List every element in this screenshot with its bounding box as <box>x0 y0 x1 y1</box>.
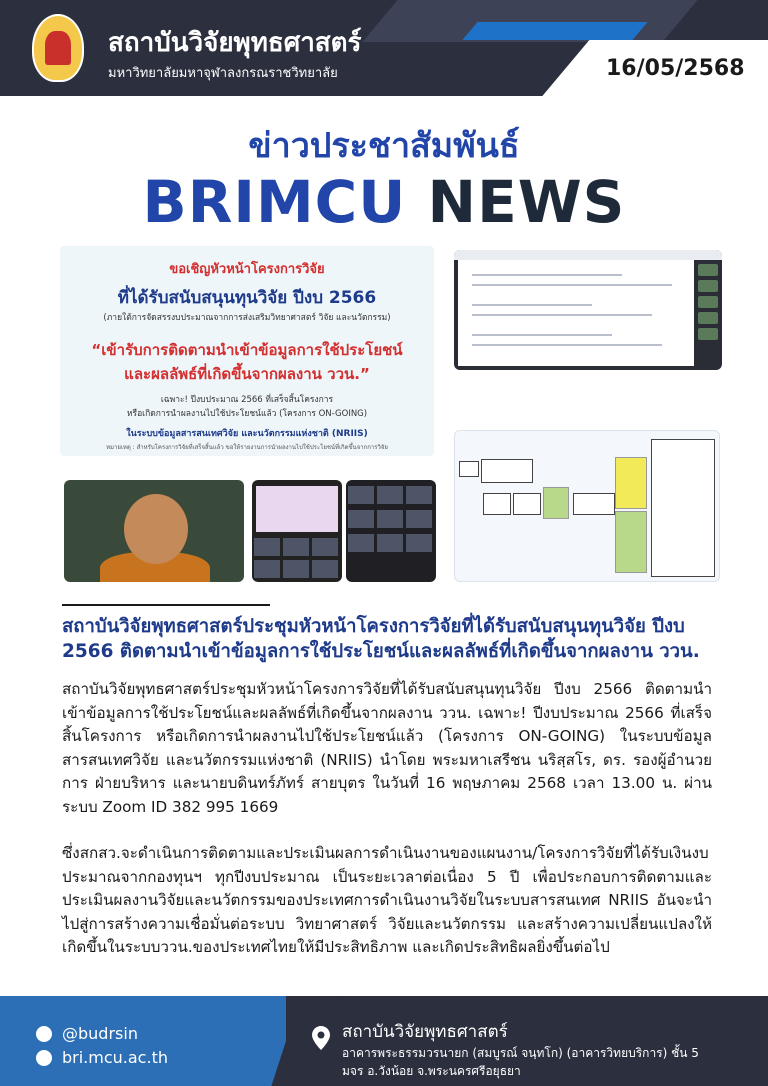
article-paragraph-2: ซึ่งสกสว.จะดำเนินการติดตามและประเมินผลการดำเนินงานของแผนงาน/โครงการวิจัยที่ได้รับเงินงบประมาณจากกองทุนฯ ทุกปีงบประมาณ เป็นระยะเวลาต่อเนื่อง 5 ปี เพื่อประกอบการติดตามและประเมินผลงานวิจัยและนวัตกรรมของประเทศการดำเนินงานวิจัยในระบบสารสนเทศ NRIIS อันจะนำไปสู่การสร้างความเชื่อมั่นต่อระบบ วิทยาศาสตร์ วิจัยและนวัตกรรม และสร้างความเปลี่ยนแปลงให้เกิดขึ้นในระบบววน.ของประเทศไทยให้มีประสิทธิภาพ และเกิดประสิทธิผลยิ่งขึ้นต่อไป <box>62 844 712 957</box>
flow-green-box <box>543 487 569 519</box>
flow-box <box>573 493 615 515</box>
zoom-tile <box>254 560 280 578</box>
invite-line-8: ในระบบข้อมูลสารสนเทศวิจัย และนวัตกรรมแห่งชาติ (NRIIS) <box>126 429 368 439</box>
speaker-face <box>124 494 188 564</box>
zoom-shared-slide <box>256 486 338 532</box>
zoom-tile <box>348 510 374 528</box>
header-accent-stripe <box>462 22 647 40</box>
page-line <box>472 304 592 306</box>
zoom-gallery-screenshot <box>252 480 342 582</box>
zoom-tile <box>254 538 280 556</box>
zoom-tile <box>377 510 403 528</box>
university-seal-icon <box>32 14 84 82</box>
browser-page <box>458 260 694 366</box>
flow-yellow-box <box>615 457 647 509</box>
page-line <box>472 274 622 276</box>
participant-thumb <box>698 328 718 340</box>
headline-divider <box>62 604 270 606</box>
page-line <box>472 344 662 346</box>
news-title-brimcu: BRIMCU <box>142 168 407 236</box>
invite-line-1: ขอเชิญหัวหน้าโครงการวิจัย <box>169 262 325 277</box>
zoom-tile <box>283 538 309 556</box>
zoom-tile <box>348 534 374 552</box>
invite-line-3: (ภายใต้การจัดสรรงบประมาณจากการส่งเสริมวิทยาศาสตร์ วิจัย และนวัตกรรม) <box>103 313 391 323</box>
facebook-link[interactable] <box>36 1024 138 1043</box>
publish-date: 16/05/2568 <box>606 56 745 81</box>
globe-icon <box>36 1050 52 1066</box>
zoom-tile <box>283 560 309 578</box>
flowchart-screenshot <box>454 430 720 582</box>
article-paragraph-1: สถาบันวิจัยพุทธศาสตร์ประชุมหัวหน้าโครงการวิจัยที่ได้รับสนับสนุนทุนวิจัย ปีงบ 2566 ติดตามนำเข้าข้อมูลการใช้ประโยชน์และผลลัพธ์ที่เกิดขึ้นจากผลงาน ววน. เฉพาะ! ปีงบประมาณ 2566 ที่เสร็จสิ้นโครงการ หรือเกิดการนำผลงานไปใช้ประโยชน์แล้ว (โครงการ ON-GOING) ในระบบข้อมูลสารสนเทศวิจัย และนวัตกรรมแห่งชาติ (NRIIS) นำโดย พระมหาเสรีชน นริสฺสโร, ดร. รองผู้อำนวยการ ฝ่ายบริหาร และนายบดินทร์ภัทร์ สายบุตร ในวันที่ 16 พฤษภาคม 2568 เวลา 13.00 น. ผ่านระบบ Zoom ID 382 995 1669 <box>62 680 712 816</box>
footer-address-line-1: อาคารพระธรรมวรนายก (สมบูรณ์ จนฺทโก) (อาคารวิทยบริการ) ชั้น 5 <box>342 1046 699 1060</box>
zoom-tile <box>406 510 432 528</box>
zoom-tile <box>377 486 403 504</box>
participant-thumb <box>698 280 718 292</box>
pr-title: ข่าวประชาสัมพันธ์ <box>248 126 520 166</box>
invite-line-6: เฉพาะ! ปีงบประมาณ 2566 ที่เสร็จสิ้นโครงการ <box>160 395 334 405</box>
zoom-tile <box>348 486 374 504</box>
zoom-speaker-photo <box>64 480 244 582</box>
seal-emblem <box>45 31 71 65</box>
messenger-icon <box>36 1026 52 1042</box>
invite-line-7: หรือเกิดการนำผลงานไปใช้ประโยชน์แล้ว (โครงการ ON-GOING) <box>126 409 368 419</box>
flow-list-box <box>651 439 715 577</box>
facebook-handle: @budrsin <box>62 1024 138 1043</box>
article-headline: สถาบันวิจัยพุทธศาสตร์ประชุมหัวหน้าโครงการวิจัยที่ได้รับสนับสนุนทุนวิจัย ปีงบ 2566 ติดตามนำเข้าข้อมูลการใช้ประโยชน์และผลลัพธ์ที่เกิดขึ้นจากผลงาน ววน. <box>62 616 700 662</box>
flow-box <box>459 461 479 477</box>
website-url: bri.mcu.ac.th <box>62 1048 168 1067</box>
page-line <box>472 284 672 286</box>
footer-address-line-2: มจร อ.วังน้อย จ.พระนครศรีอยุธยา <box>342 1064 521 1078</box>
page-line <box>472 314 652 316</box>
location-pin-icon <box>312 1026 330 1050</box>
invite-line-9: หมายเหตุ : สำหรับโครงการวิจัยที่เสร็จสิ้นแล้ว ขอให้รายงานการนำผลงานไปใช้ประโยชน์ที่เกิดขึ้นจากการวิจัย <box>106 444 388 451</box>
zoom-tile <box>312 538 338 556</box>
zoom-tile <box>312 560 338 578</box>
zoom-tile <box>406 486 432 504</box>
flow-box <box>481 459 533 483</box>
invite-line-4: “เข้ารับการติดตามนำเข้าข้อมูลการใช้ประโยชน์ <box>91 341 403 359</box>
browser-toolbar <box>454 250 722 260</box>
invite-line-5: และผลลัพธ์ที่เกิดขึ้นจากผลงาน ววน.” <box>124 365 370 383</box>
news-title-news: NEWS <box>427 168 626 236</box>
zoom-tile <box>406 534 432 552</box>
zoom-gallery-screenshot <box>346 480 436 582</box>
zoom-tile <box>377 534 403 552</box>
participant-thumb <box>698 264 718 276</box>
nriis-screenshot <box>454 250 722 370</box>
org-name: สถาบันวิจัยพุทธศาสตร์ <box>108 28 362 58</box>
news-title <box>0 168 768 236</box>
participant-thumb <box>698 296 718 308</box>
invitation-poster <box>60 246 434 456</box>
page-line <box>472 334 612 336</box>
flow-box <box>513 493 541 515</box>
flow-box <box>483 493 511 515</box>
org-subtitle: มหาวิทยาลัยมหาจุฬาลงกรณราชวิทยาลัย <box>108 66 338 81</box>
footer-org-name: สถาบันวิจัยพุทธศาสตร์ <box>342 1022 508 1042</box>
flow-green-box <box>615 511 647 573</box>
participant-thumb <box>698 312 718 324</box>
invite-line-2: ที่ได้รับสนับสนุนทุนวิจัย ปีงบ 2566 <box>117 288 377 308</box>
website-link[interactable] <box>36 1048 168 1067</box>
